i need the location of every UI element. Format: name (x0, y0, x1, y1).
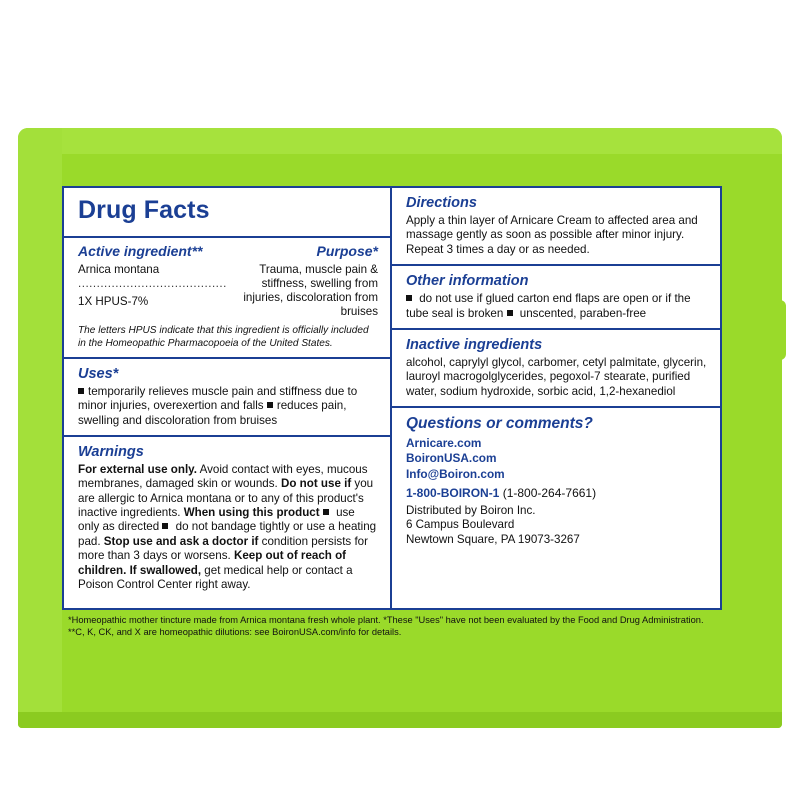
link-boironusa[interactable]: BoironUSA.com (406, 451, 497, 466)
uses-item-1: reduces pain, swelling and discoloration from bruises (78, 399, 347, 427)
drug-facts-title-section (64, 188, 390, 236)
drug-facts-left-column (64, 188, 392, 608)
inactive-ingredients-heading: Inactive ingredients (406, 336, 543, 353)
uses-item-0: temporarily relieves muscle pain and stiffness due to minor injuries, overexertion and falls (78, 384, 358, 413)
warnings-heading: Warnings (78, 443, 144, 460)
hpus-note: The letters HPUS indicate that this ingredient is officially included in the Homeopathic Pharmacopoeia of the United States. (78, 325, 369, 349)
distributor-address (406, 504, 708, 547)
drug-facts-panel (62, 186, 722, 610)
questions-heading: Questions or comments? (406, 415, 593, 432)
questions-section (392, 406, 720, 608)
address-line-2: Newtown Square, PA 19073-3267 (406, 532, 580, 546)
active-ingredient-row (78, 263, 378, 320)
active-ingredient-strength: 1X HPUS-7% (78, 295, 149, 309)
footnote-1: **C, K, CK, and X are homeopathic dilutions: see BoironUSA.com/info for details. (68, 627, 402, 638)
bullet-square-icon (267, 402, 273, 408)
active-ingredient-headings (78, 244, 378, 260)
inactive-ingredients-text: alcohol, caprylyl glycol, carbomer, cetyl palmitate, glycerin, lauroyl macrogolglycerides, pegoxol-7 stearate, purified water, sodium hydroxide, sorbic acid, 1,2-hexanediol (406, 355, 707, 398)
active-ingredient-heading: Active ingredient** (78, 243, 203, 259)
inactive-ingredients-section (392, 328, 720, 406)
carton-left-flap (18, 128, 62, 728)
uses-section (64, 357, 390, 435)
page-title: Drug Facts (78, 196, 210, 224)
phone-numeric: (1-800-264-7661) (502, 485, 597, 500)
uses-heading: Uses* (78, 365, 119, 382)
address-line-1: 6 Campus Boulevard (406, 518, 515, 532)
other-information-text: do not use if glued carton end flaps are open or if the tube seal is broken unscented, paraben-free (406, 292, 691, 320)
leader-dots: ........................................ (78, 276, 227, 290)
directions-section (392, 188, 720, 264)
other-information-heading: Other information (406, 273, 529, 290)
carton-bottom-edge (18, 712, 782, 728)
phone-number[interactable] (406, 486, 708, 500)
link-arnicare[interactable]: Arnicare.com (406, 436, 482, 450)
directions-heading: Directions (406, 195, 477, 211)
phone-vanity: 1-800-BOIRON-1 (406, 485, 500, 500)
warnings-text: For external use only. Avoid contact with eyes, mucous membranes, damaged skin or wounds. Do not use if you are allergic to Arnica montana or to any of this product's inactive ingredients. When using this product use only as directed do not bandage tightly or use a heating pad. Stop use and ask a doctor if condition persists for more than 3 days or worsens. Keep out of reach of children. If swallowed, get medical help or contact a Poison Control Center right away. (78, 462, 377, 591)
carton-right-tab (752, 300, 786, 360)
active-ingredient-name: Arnica montana (78, 262, 160, 276)
link-email[interactable]: Info@Boiron.com (406, 466, 505, 481)
address-line-0: Distributed by Boiron Inc. (406, 503, 536, 517)
carton-top-edge (18, 128, 782, 154)
drug-facts-right-column (392, 188, 720, 608)
uses-list (78, 385, 378, 428)
active-ingredient-section (64, 236, 390, 357)
purpose-heading: Purpose* (316, 243, 378, 259)
warnings-section (64, 435, 390, 608)
footnote-0: *Homeopathic mother tincture made from Arnica montana fresh whole plant. *These "Uses" have not been evaluated by the Food and Drug Administration. (68, 615, 704, 625)
other-information-section (392, 264, 720, 328)
contact-links (406, 436, 708, 482)
bullet-square-icon (78, 388, 84, 394)
footnotes (62, 614, 722, 639)
directions-text: Apply a thin layer of Arnicare Cream to affected area and massage gently as soon as possible after minor injury. Repeat 3 times a day or as needed. (406, 214, 698, 256)
active-ingredient-purpose: Trauma, muscle pain & stiffness, swelling from injuries, discoloration from bruises (243, 262, 378, 319)
